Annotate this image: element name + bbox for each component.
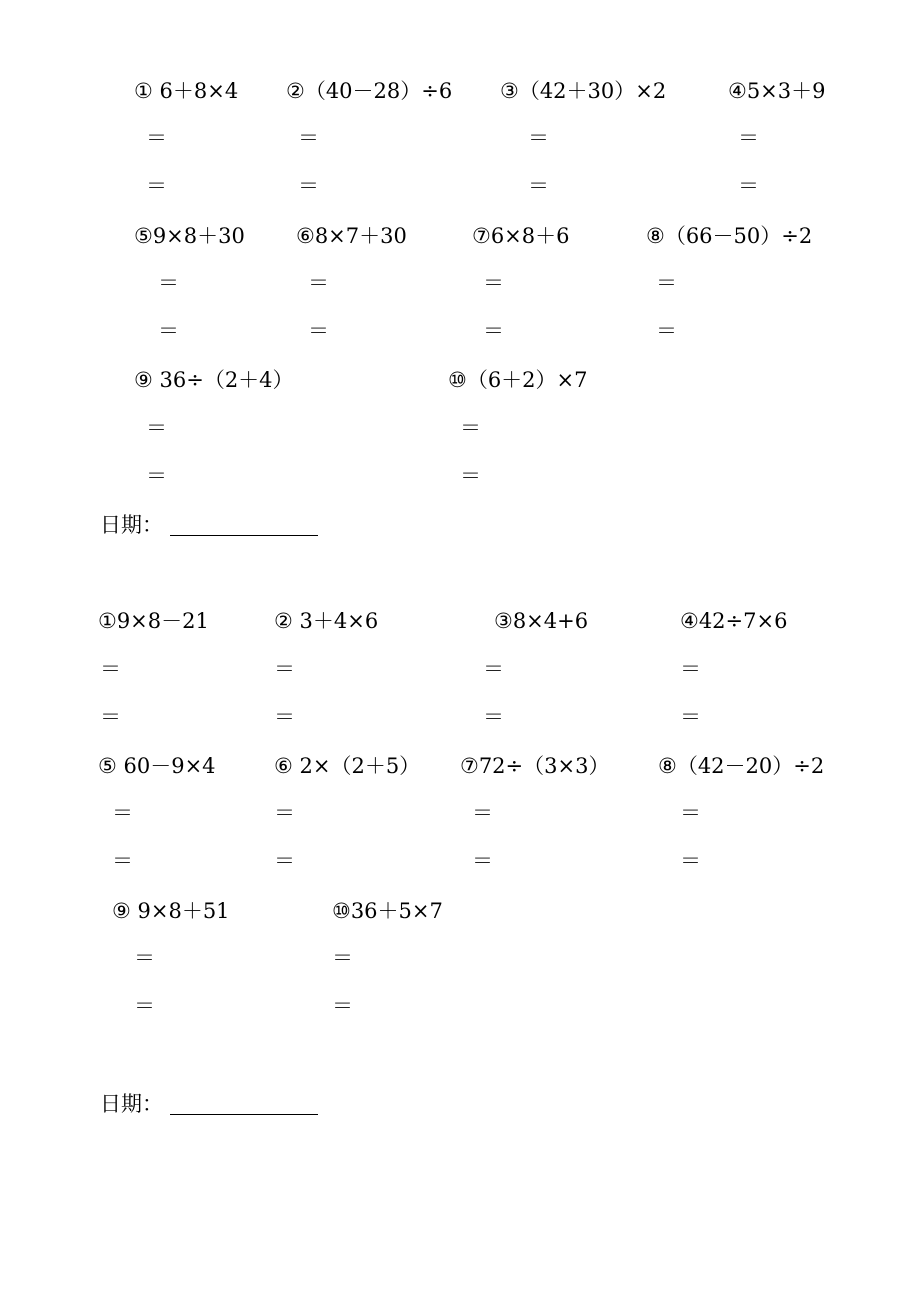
equals-sign: ＝ <box>134 946 155 970</box>
problem-7: ⑦72÷（3×3） <box>460 754 610 778</box>
equals-sign: ＝ <box>472 849 493 873</box>
equals-sign: ＝ <box>738 126 759 150</box>
problem-5: ⑤ 60－9×4 <box>98 754 216 778</box>
equals-sign: ＝ <box>483 319 504 343</box>
problem-4: ④5×3＋9 <box>728 79 826 103</box>
equals-sign: ＝ <box>274 705 295 729</box>
equals-sign: ＝ <box>274 849 295 873</box>
equals-sign: ＝ <box>483 271 504 295</box>
problem-1: ① 6＋8×4 <box>134 79 239 103</box>
problem-6: ⑥8×7＋30 <box>296 224 407 248</box>
equals-sign: ＝ <box>274 801 295 825</box>
equals-sign: ＝ <box>483 657 504 681</box>
equals-sign: ＝ <box>680 801 701 825</box>
equals-sign: ＝ <box>134 994 155 1018</box>
equals-sign: ＝ <box>332 994 353 1018</box>
equals-sign: ＝ <box>308 271 329 295</box>
date-blank-line[interactable] <box>170 1114 318 1115</box>
problem-8: ⑧（42－20）÷2 <box>658 754 825 778</box>
problem-2: ②（40－28）÷6 <box>286 79 453 103</box>
equals-sign: ＝ <box>308 319 329 343</box>
equals-sign: ＝ <box>112 849 133 873</box>
equals-sign: ＝ <box>460 416 481 440</box>
equals-sign: ＝ <box>100 705 121 729</box>
problem-9: ⑨ 9×8＋51 <box>112 899 230 923</box>
problem-9: ⑨ 36÷（2＋4） <box>134 368 294 392</box>
equals-sign: ＝ <box>528 174 549 198</box>
equals-sign: ＝ <box>738 174 759 198</box>
problem-1: ①9×8－21 <box>98 609 209 633</box>
equals-sign: ＝ <box>146 416 167 440</box>
equals-sign: ＝ <box>332 946 353 970</box>
equals-sign: ＝ <box>158 271 179 295</box>
equals-sign: ＝ <box>274 657 295 681</box>
problem-2: ② 3＋4×6 <box>274 609 379 633</box>
equals-sign: ＝ <box>656 271 677 295</box>
equals-sign: ＝ <box>483 705 504 729</box>
problem-8: ⑧（66－50）÷2 <box>646 224 813 248</box>
equals-sign: ＝ <box>146 126 167 150</box>
equals-sign: ＝ <box>528 126 549 150</box>
date-label: 日期： <box>100 1092 163 1116</box>
equals-sign: ＝ <box>146 464 167 488</box>
problem-3: ③8×4+6 <box>494 609 589 633</box>
problem-3: ③（42＋30）×2 <box>500 79 667 103</box>
equals-sign: ＝ <box>460 464 481 488</box>
problem-10: ⑩36＋5×7 <box>332 899 443 923</box>
equals-sign: ＝ <box>112 801 133 825</box>
equals-sign: ＝ <box>100 657 121 681</box>
problem-5: ⑤9×8＋30 <box>134 224 245 248</box>
date-label: 日期： <box>100 513 163 537</box>
equals-sign: ＝ <box>680 657 701 681</box>
problem-10: ⑩（6＋2）×7 <box>448 368 588 392</box>
problem-4: ④42÷7×6 <box>680 609 788 633</box>
equals-sign: ＝ <box>656 319 677 343</box>
equals-sign: ＝ <box>146 174 167 198</box>
date-blank-line[interactable] <box>170 535 318 536</box>
equals-sign: ＝ <box>680 705 701 729</box>
equals-sign: ＝ <box>472 801 493 825</box>
equals-sign: ＝ <box>298 126 319 150</box>
problem-7: ⑦6×8＋6 <box>472 224 570 248</box>
equals-sign: ＝ <box>680 849 701 873</box>
equals-sign: ＝ <box>298 174 319 198</box>
equals-sign: ＝ <box>158 319 179 343</box>
problem-6: ⑥ 2×（2＋5） <box>274 754 421 778</box>
